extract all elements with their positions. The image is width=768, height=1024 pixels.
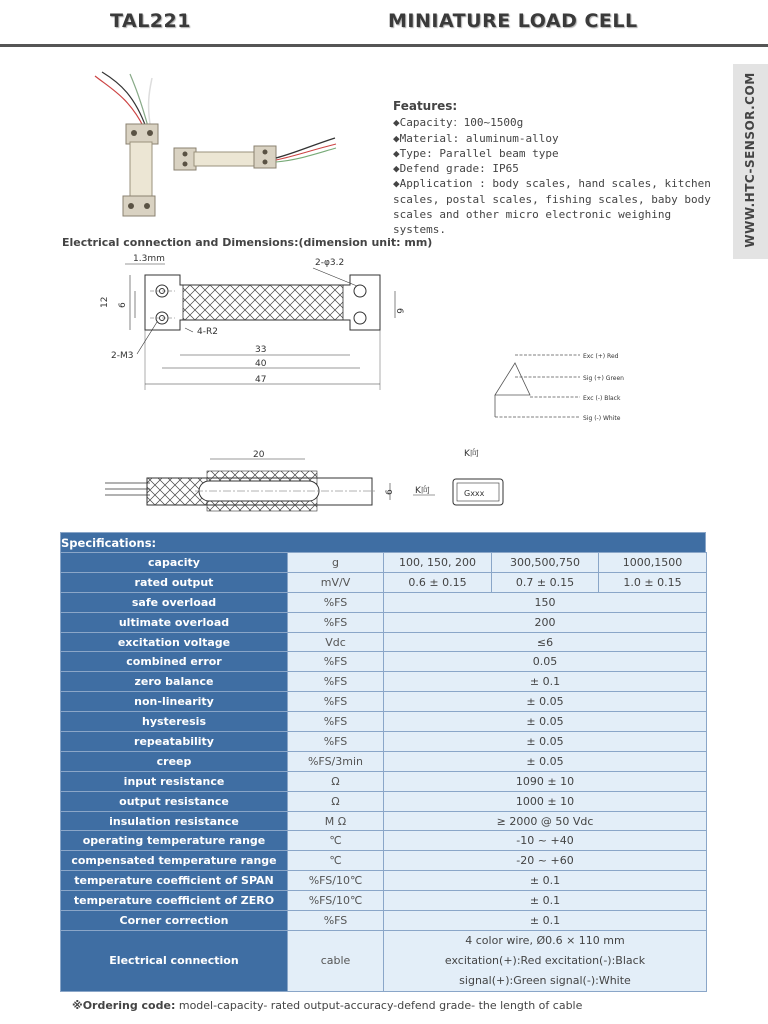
- electrical-line: excitation(+):Red excitation(-):Black: [444, 953, 646, 967]
- table-row: [61, 572, 707, 592]
- dim-47: 47: [255, 375, 267, 385]
- table-row: [61, 592, 707, 612]
- row-value: ≤6: [384, 632, 707, 652]
- ordering-code-text: model-capacity- rated output-accuracy-defend grade- the length of cable: [175, 999, 583, 1012]
- spec-table-wrap: [60, 532, 706, 992]
- electrical-line: 4 color wire, Ø0.6 × 110 mm: [465, 933, 625, 947]
- header-rule: [0, 44, 768, 47]
- view-k-label: K向: [415, 486, 430, 496]
- electrical-heading: Electrical connection and Dimensions:(dimension unit: mm): [62, 236, 433, 249]
- table-row: [61, 652, 707, 672]
- feature-item: ◆Material: aluminum-alloy: [393, 131, 559, 145]
- plate-text: Gxxx: [464, 489, 485, 498]
- row-unit: %FS: [288, 732, 384, 752]
- wiring-diagram: [490, 345, 650, 425]
- feature-item: ◆Defend grade: IP65: [393, 162, 519, 176]
- table-row: [61, 791, 707, 811]
- table-row: [61, 751, 707, 771]
- row-value: ± 0.05: [384, 732, 707, 752]
- row-value: ± 0.1: [384, 891, 707, 911]
- row-unit: %FS/10℃: [288, 891, 384, 911]
- dim-33: 33: [255, 345, 267, 355]
- spec-title: Specifications:: [60, 532, 706, 552]
- row-label: temperature coefficient of SPAN: [61, 871, 288, 891]
- row-unit: M Ω: [288, 811, 384, 831]
- row-label: non-linearity: [61, 692, 288, 712]
- row-value: 0.6 ± 0.15: [384, 572, 492, 592]
- table-row: [61, 612, 707, 632]
- row-label: safe overload: [61, 592, 288, 612]
- row-value: -10 ~ +40: [384, 831, 707, 851]
- model-heading: TAL221: [110, 10, 191, 32]
- row-unit: Vdc: [288, 632, 384, 652]
- table-row: [61, 871, 707, 891]
- row-unit: %FS: [288, 592, 384, 612]
- row-label: output resistance: [61, 791, 288, 811]
- dim-20: 20: [253, 450, 265, 460]
- row-unit: mV/V: [288, 572, 384, 592]
- dim-6-left: 6: [118, 302, 128, 308]
- row-value: 1.0 ± 0.15: [599, 572, 707, 592]
- dimension-drawing-top: [95, 250, 415, 395]
- row-label: creep: [61, 751, 288, 771]
- electrical-connection-value: [384, 930, 707, 991]
- row-value: 1000,1500: [599, 553, 707, 573]
- row-unit: ℃: [288, 851, 384, 871]
- ordering-code-label: ※Ordering code:: [72, 999, 176, 1012]
- row-value: ± 0.05: [384, 751, 707, 771]
- row-value: ± 0.1: [384, 871, 707, 891]
- row-label: repeatability: [61, 732, 288, 752]
- row-label: capacity: [61, 553, 288, 573]
- row-unit: cable: [288, 930, 384, 991]
- row-value: ± 0.1: [384, 911, 707, 931]
- row-value: ± 0.05: [384, 692, 707, 712]
- row-unit: %FS: [288, 911, 384, 931]
- feature-item: ◆Type: Parallel beam type: [393, 146, 559, 160]
- row-unit: %FS: [288, 692, 384, 712]
- table-row: [61, 553, 707, 573]
- row-value: 1000 ± 10: [384, 791, 707, 811]
- table-row: [61, 771, 707, 791]
- table-row: [61, 811, 707, 831]
- row-unit: %FS: [288, 612, 384, 632]
- row-label: Electrical connection: [61, 930, 288, 991]
- features-title: Features:: [393, 99, 458, 113]
- row-label: zero balance: [61, 672, 288, 692]
- row-unit: %FS: [288, 712, 384, 732]
- table-row: [61, 672, 707, 692]
- electrical-line: signal(+):Green signal(-):White: [459, 973, 631, 987]
- row-label: excitation voltage: [61, 632, 288, 652]
- ordering-code: [72, 999, 582, 1012]
- row-label: hysteresis: [61, 712, 288, 732]
- row-unit: ℃: [288, 831, 384, 851]
- dim-6-bottom: 6: [385, 489, 395, 495]
- features-block: [393, 99, 723, 238]
- row-value: 100, 150, 200: [384, 553, 492, 573]
- table-row: [61, 831, 707, 851]
- website-label: WWW.HTC-SENSOR.COM: [743, 72, 757, 248]
- row-value: 0.7 ± 0.15: [492, 572, 599, 592]
- row-value: 1090 ± 10: [384, 771, 707, 791]
- row-label: ultimate overload: [61, 612, 288, 632]
- row-unit: %FS/3min: [288, 751, 384, 771]
- row-label: compensated temperature range: [61, 851, 288, 871]
- row-label: operating temperature range: [61, 831, 288, 851]
- wire-sig-pos: Sig (+) Green: [583, 375, 624, 382]
- dim-r2: 4-R2: [197, 327, 218, 337]
- row-value: 200: [384, 612, 707, 632]
- dim-hole: 2-φ3.2: [315, 258, 345, 268]
- feature-item: ◆Capacity：100~1500g: [393, 116, 524, 130]
- table-row: [61, 632, 707, 652]
- table-row: [61, 930, 707, 991]
- row-value: 150: [384, 592, 707, 612]
- row-value: -20 ~ +60: [384, 851, 707, 871]
- table-row: [61, 891, 707, 911]
- dim-40: 40: [255, 359, 267, 369]
- row-value: ± 0.1: [384, 672, 707, 692]
- row-unit: g: [288, 553, 384, 573]
- view-k-title: K向: [464, 449, 479, 459]
- row-unit: Ω: [288, 791, 384, 811]
- dim-1-3: 1.3mm: [133, 254, 165, 264]
- wire-exc-pos: Exc (+) Red: [583, 353, 619, 360]
- table-row: [61, 712, 707, 732]
- row-label: combined error: [61, 652, 288, 672]
- row-unit: %FS: [288, 652, 384, 672]
- dim-m3: 2-M3: [111, 351, 134, 361]
- spec-table: [60, 552, 707, 992]
- product-photo: [90, 68, 340, 218]
- row-label: rated output: [61, 572, 288, 592]
- row-unit: %FS/10℃: [288, 871, 384, 891]
- dim-6-right: 6: [394, 308, 404, 314]
- row-unit: %FS: [288, 672, 384, 692]
- feature-item: ◆Application : body scales, hand scales, kitchen scales, postal scales, fishing scales, baby body scales and other micro electronic weighing systems.: [393, 177, 711, 237]
- row-label: Corner correction: [61, 911, 288, 931]
- table-row: [61, 732, 707, 752]
- row-value: 0.05: [384, 652, 707, 672]
- product-title: MINIATURE LOAD CELL: [388, 10, 638, 32]
- table-row: [61, 692, 707, 712]
- row-label: temperature coefficient of ZERO: [61, 891, 288, 911]
- row-value: ≥ 2000 @ 50 Vdc: [384, 811, 707, 831]
- row-label: input resistance: [61, 771, 288, 791]
- table-row: [61, 911, 707, 931]
- row-value: ± 0.05: [384, 712, 707, 732]
- wire-sig-neg: Sig (-) White: [583, 415, 621, 422]
- row-unit: Ω: [288, 771, 384, 791]
- dim-12: 12: [100, 296, 110, 308]
- row-value: 300,500,750: [492, 553, 599, 573]
- table-row: [61, 851, 707, 871]
- wire-exc-neg: Exc (-) Black: [583, 395, 621, 402]
- row-label: insulation resistance: [61, 811, 288, 831]
- dimension-drawing-side: [95, 445, 535, 525]
